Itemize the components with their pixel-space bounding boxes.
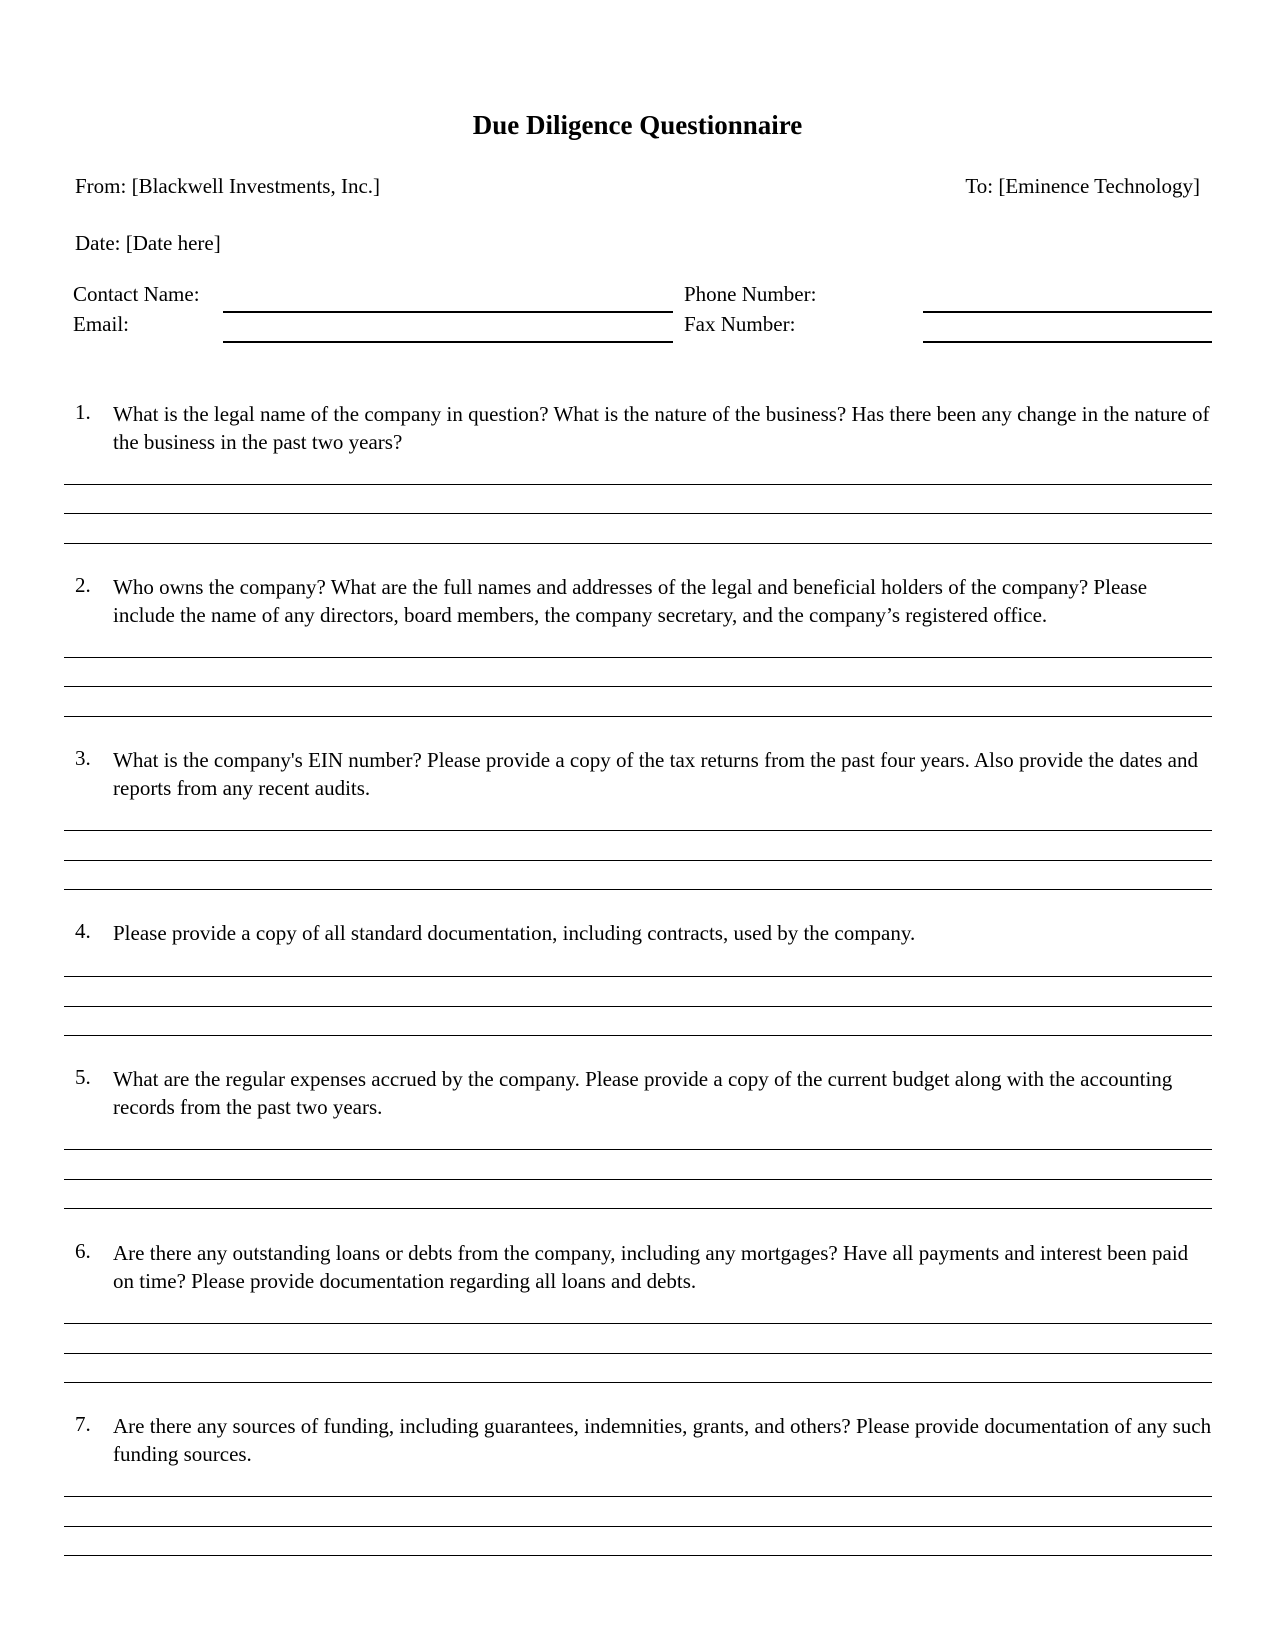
question-number: 4. — [75, 919, 91, 943]
answer-line[interactable] — [64, 543, 1212, 544]
answer-line[interactable] — [64, 976, 1212, 977]
answer-line[interactable] — [64, 1526, 1212, 1527]
email-label: Email: — [73, 312, 129, 336]
question-text: Please provide a copy of all standard documentation, including contracts, used by the company. — [113, 921, 916, 945]
answer-line[interactable] — [64, 657, 1212, 658]
question-number: 2. — [75, 573, 91, 597]
answer-line[interactable] — [64, 1149, 1212, 1150]
answer-line[interactable] — [64, 1496, 1212, 1497]
answer-line[interactable] — [64, 830, 1212, 831]
answer-line[interactable] — [64, 1382, 1212, 1383]
answer-line[interactable] — [64, 1006, 1212, 1007]
answer-line[interactable] — [64, 1179, 1212, 1180]
question-number: 5. — [75, 1065, 91, 1089]
question-number: 1. — [75, 400, 91, 424]
answer-line[interactable] — [64, 513, 1212, 514]
answer-line[interactable] — [64, 1323, 1212, 1324]
question-text: What is the company's EIN number? Please provide a copy of the tax returns from the past four years. Also provide the dates and reports from any recent audits. — [113, 748, 1198, 800]
email-field[interactable] — [223, 341, 673, 343]
question-number: 7. — [75, 1412, 91, 1436]
fax-number-label: Fax Number: — [684, 312, 796, 336]
answer-line[interactable] — [64, 716, 1212, 717]
fax-number-field[interactable] — [923, 341, 1212, 343]
document-title: Due Diligence Questionnaire — [472, 110, 803, 140]
answer-line[interactable] — [64, 889, 1212, 890]
answer-line[interactable] — [64, 1353, 1212, 1354]
date-line: Date: [Date here] — [75, 231, 221, 255]
answer-line[interactable] — [64, 1208, 1212, 1209]
answer-line[interactable] — [64, 860, 1212, 861]
answer-line[interactable] — [64, 1035, 1212, 1036]
answer-line[interactable] — [64, 686, 1212, 687]
phone-number-field[interactable] — [923, 311, 1212, 313]
question-text: Are there any sources of funding, including guarantees, indemnities, grants, and others? Please provide documentation of any such funding sources. — [113, 1414, 1212, 1466]
question-text: What is the legal name of the company in question? What is the nature of the business? Has there been any change in the nature of the business in the past two years? — [113, 402, 1210, 454]
answer-line[interactable] — [64, 484, 1212, 485]
question-number: 6. — [75, 1239, 91, 1263]
to-line: To: [Eminence Technology] — [965, 174, 1200, 198]
question-text: What are the regular expenses accrued by the company. Please provide a copy of the current budget along with the accounting records from the past two years. — [113, 1067, 1173, 1119]
question-text: Who owns the company? What are the full names and addresses of the legal and beneficial holders of the company? Please include the name of any directors, board members, the company secretary, and the company’s registered office. — [113, 575, 1148, 627]
contact-name-label: Contact Name: — [73, 282, 200, 306]
contact-name-field[interactable] — [223, 311, 673, 313]
answer-line[interactable] — [64, 1555, 1212, 1556]
question-number: 3. — [75, 746, 91, 770]
phone-number-label: Phone Number: — [684, 282, 817, 306]
from-line: From: [Blackwell Investments, Inc.] — [75, 174, 381, 198]
question-text: Are there any outstanding loans or debts from the company, including any mortgages? Have all payments and interest been paid on time? Please provide documentation regarding all loans and debts. — [113, 1241, 1189, 1293]
